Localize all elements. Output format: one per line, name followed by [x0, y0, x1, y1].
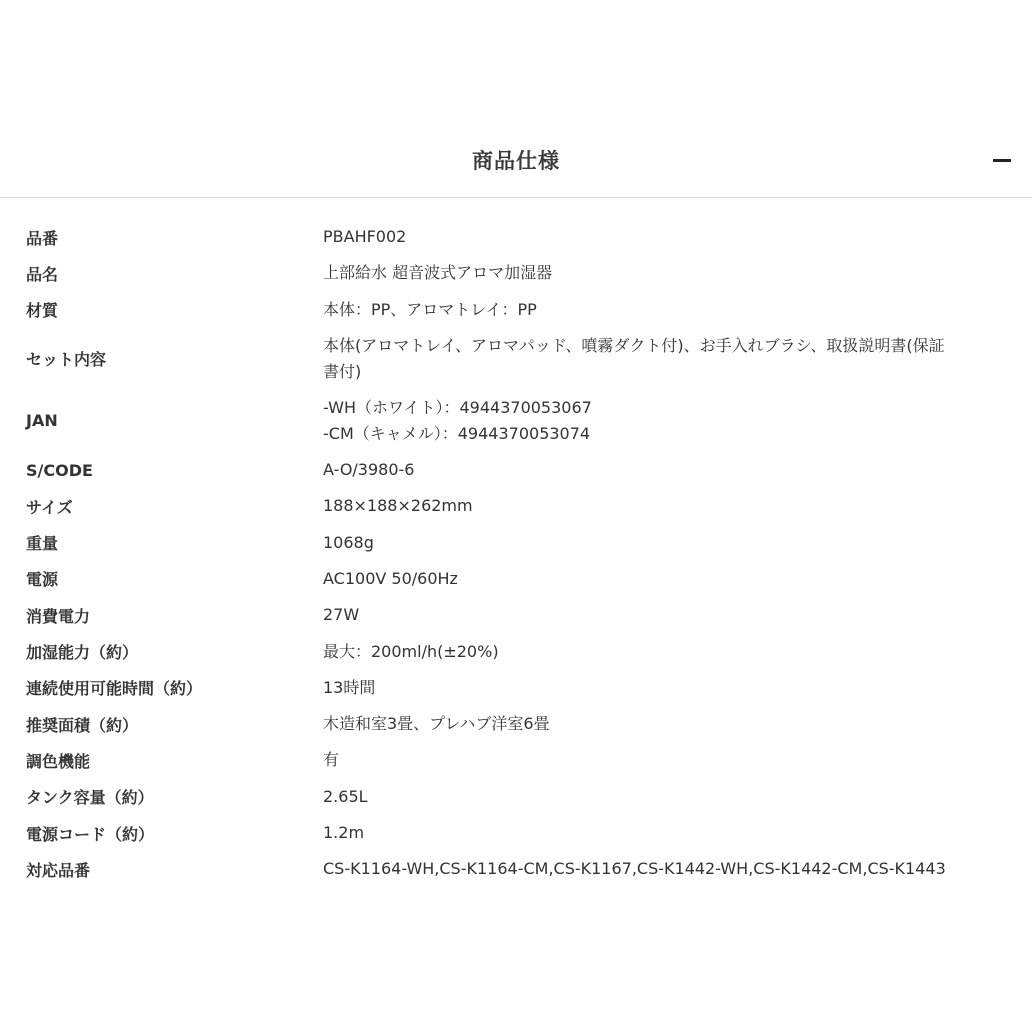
spec-value-line: 書付): [323, 361, 362, 381]
spec-label: S/CODE: [26, 460, 93, 480]
spec-value: [323, 260, 1013, 286]
spec-value: [323, 856, 1013, 882]
spec-value-line: CS-K1164-WH,CS-K1164-CM,CS-K1167,CS-K1442-WH,CS-K1442-CM,CS-K1443: [323, 859, 946, 879]
spec-value-line: AC100V 50/60Hz: [323, 568, 458, 588]
spec-row-compatible-models: [0, 851, 1032, 887]
spec-label: 推奨面積（約）: [26, 715, 139, 735]
spec-value: [323, 530, 1013, 556]
spec-row-weight: [0, 524, 1032, 560]
spec-value-line: PBAHF002: [323, 227, 407, 247]
spec-label: 連続使用可能時間（約）: [26, 679, 203, 699]
spec-value-line: -WH（ホワイト）：4944370053067: [323, 397, 592, 417]
spec-row-material: [0, 292, 1032, 328]
spec-row-power-cord: [0, 815, 1032, 851]
spec-value-line: 木造和室3畳、プレハブ洋室6畳: [323, 714, 550, 734]
spec-label: JAN: [26, 411, 58, 431]
spec-value: [323, 675, 1013, 701]
spec-label: 調色機能: [26, 751, 91, 771]
spec-value-line: 本体(アロマトレイ、アロマパッド、噴霧ダクト付)、お手入れブラシ、取扱説明書(保証: [323, 335, 945, 355]
spec-value: [323, 297, 1013, 323]
spec-label: 材質: [26, 301, 59, 321]
spec-row-jan: [0, 390, 1032, 452]
spec-value-line: 本体：PP、アロマトレイ：PP: [323, 299, 537, 319]
spec-label: 消費電力: [26, 606, 91, 626]
section-title: 商品仕様: [472, 149, 560, 173]
spec-row-size: [0, 488, 1032, 524]
spec-value: [323, 493, 1013, 519]
spec-row-product-name: [0, 255, 1032, 291]
spec-label: 加湿能力（約）: [26, 643, 139, 663]
spec-value-line: 1.2m: [323, 823, 365, 842]
spec-value: [323, 711, 1013, 737]
spec-value-line: 最大：200ml/h(±20%): [323, 641, 499, 661]
spec-value: [323, 820, 1013, 846]
spec-label: 電源: [26, 570, 59, 590]
spec-value-line: 2.65L: [323, 786, 368, 806]
spec-value: [323, 457, 1013, 483]
spec-value-line: -CM（キャメル）：4944370053074: [323, 423, 591, 443]
spec-label: セット内容: [26, 350, 107, 370]
spec-row-color-function: [0, 742, 1032, 778]
spec-row-power-source: [0, 561, 1032, 597]
spec-label: 品名: [26, 264, 59, 284]
spec-value: [323, 333, 1013, 385]
spec-value: [323, 224, 1013, 250]
spec-value-line: 有: [323, 750, 340, 770]
spec-label: 品番: [26, 228, 59, 248]
spec-value: [323, 602, 1013, 628]
spec-value-line: A-O/3980-6: [323, 460, 415, 480]
spec-row-set-contents: [0, 328, 1032, 390]
spec-row-item-number: [0, 219, 1032, 255]
spec-value-line: 13時間: [323, 677, 376, 697]
spec-value-line: 上部給水 超音波式アロマ加湿器: [323, 263, 553, 283]
spec-value: [323, 747, 1013, 773]
spec-value: [323, 639, 1013, 665]
minus-bar: [993, 159, 1011, 162]
spec-label: 重量: [26, 534, 59, 554]
spec-label: 対応品番: [26, 860, 91, 880]
spec-row-continuous-use-time: [0, 670, 1032, 706]
spec-value: [323, 784, 1013, 810]
spec-row-power-consumption: [0, 597, 1032, 633]
spec-value-line: 27W: [323, 605, 360, 625]
spec-section-header[interactable]: [0, 128, 1032, 198]
spec-value-line: 188×188×262mm: [323, 496, 473, 516]
spec-table: [0, 219, 1032, 887]
spec-value-line: 1068g: [323, 532, 374, 552]
spec-label: サイズ: [26, 497, 73, 517]
spec-value: [323, 566, 1013, 592]
spec-row-recommended-area: [0, 706, 1032, 742]
spec-value: [323, 395, 1013, 447]
spec-label: 電源コード（約）: [26, 824, 155, 844]
spec-row-humidifying-capacity: [0, 633, 1032, 669]
collapse-minus-icon[interactable]: [990, 146, 1018, 174]
spec-row-scode: [0, 452, 1032, 488]
spec-row-tank-capacity: [0, 779, 1032, 815]
spec-label: タンク容量（約）: [26, 788, 154, 808]
